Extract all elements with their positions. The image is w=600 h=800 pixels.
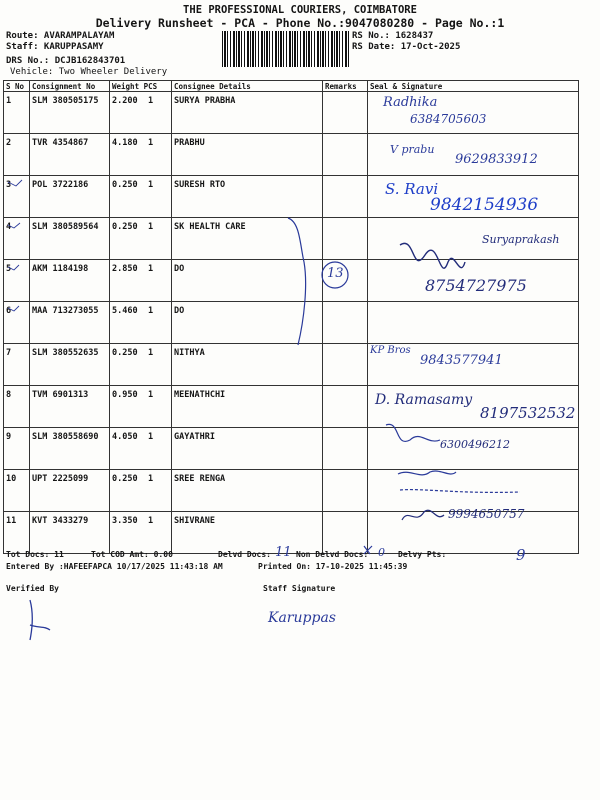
consignment-cell: POL 3722186 [30,176,110,218]
handwritten-name: Radhika [383,95,438,110]
company-name: THE PROFESSIONAL COURIERS, COIMBATORE [183,4,417,16]
handwritten-phone: 9994650757 [448,507,525,521]
consignee-cell: SREE RENGA [172,470,323,512]
column-header-seal: Seal & Signature [368,81,579,92]
pcs-value: 1 [148,96,154,106]
non-delivered-docs-label: Non Delvd Docs: [296,550,369,559]
tick-marks [8,180,22,311]
pcs-value: 1 [148,138,154,148]
pcs-value: 1 [148,306,154,316]
consignee-cell: GAYATHRI [172,428,323,470]
consignee-cell: SURESH RTO [172,176,323,218]
consignee-cell: SHIVRANE [172,512,323,554]
handwritten-phone: 8197532532 [480,404,576,422]
handwritten-phone: 8754727975 [425,276,527,295]
delivered-docs-label: Delvd Docs: [218,550,271,559]
handwritten-phone: 9842154936 [430,195,539,215]
consignment-cell: TVM 6901313 [30,386,110,428]
weight-value: 0.250 [112,348,138,358]
column-header-remarks: Remarks [323,81,368,92]
pcs-value: 1 [148,180,154,190]
consignment-cell: UPT 2225099 [30,470,110,512]
handwritten-remark: 13 [327,266,344,281]
pcs-value: 1 [148,390,154,400]
entered-by: Entered By :HAFEEFAPCA 10/17/2025 11:43:18 AM [6,562,223,571]
sno-cell: 10 [4,470,30,512]
verified-signature-stroke [30,600,50,640]
staff: Staff: KARUPPASAMY [6,42,104,52]
sno-cell: 7 [4,344,30,386]
pcs-value: 1 [148,348,154,358]
delivery-points-label: Delvy Pts: [398,550,447,559]
consignee-cell: PRABHU [172,134,323,176]
handwritten-delivered-count: 11 [275,545,292,560]
column-header-consignment: Consignment No [30,81,110,92]
handwritten-phone: 9629833912 [455,152,538,167]
signature-row10-stroke [398,471,456,475]
consignment-cell: SLM 380589564 [30,218,110,260]
handwritten-name: Suryaprakash [482,233,560,246]
consignee-cell: DO [172,302,323,344]
weight-value: 2.850 [112,264,138,274]
remark-bracket-stroke [288,218,306,345]
handwritten-name: KP Bros [370,345,411,356]
weight-value: 4.050 [112,432,138,442]
handwritten-phone: 6384705603 [410,112,487,126]
runsheet-title: Delivery Runsheet - PCA - Phone No.:9047080280 - Page No.:1 [95,16,505,30]
weight-value: 2.200 [112,96,138,106]
signature-row9-stroke [386,424,440,441]
signature-row4-stroke [400,243,465,268]
handwritten-non-delivered-count: 0 [378,546,385,559]
consignment-cell: AKM 1184198 [30,260,110,302]
handwritten-phone: 6300496212 [440,438,510,451]
handwritten-name: D. Ramasamy [375,392,473,408]
printed-on: Printed On: 17-10-2025 11:45:39 [258,562,408,571]
total-docs: Tot Docs: 11 [6,550,64,559]
sno-cell: 9 [4,428,30,470]
consignment-cell: KVT 3433279 [30,512,110,554]
pcs-value: 1 [148,516,154,526]
staff-signature-handwriting: Karuppas [268,610,336,626]
consignee-cell: DO [172,260,323,302]
total-cod: Tot COD Amt: 0.00 [91,550,173,559]
weight-value: 5.460 [112,306,138,316]
pcs-value: 1 [148,222,154,232]
weight-value: 0.950 [112,390,138,400]
consignment-cell: MAA 713273055 [30,302,110,344]
vehicle: Vehicle: Two Wheeler Delivery [10,67,168,77]
handwritten-delivery-points: 9 [516,546,526,564]
sno-cell: 3 [4,176,30,218]
weight-value: 3.350 [112,516,138,526]
column-header-weight-pcs: Weight PCS [110,81,172,92]
consignee-cell: SURYA PRABHA [172,92,323,134]
sno-cell: 1 [4,92,30,134]
consignee-cell: SK HEALTH CARE [172,218,323,260]
weight-value: 0.250 [112,222,138,232]
sno-cell: 6 [4,302,30,344]
remark-circle-stroke [322,262,348,288]
sno-cell: 5 [4,260,30,302]
consignee-cell: NITHYA [172,344,323,386]
weight-value: 4.180 [112,138,138,148]
consignment-cell: SLM 380552635 [30,344,110,386]
signature-row11-stroke [402,510,444,520]
route: Route: AVARAMPALAYAM [6,31,115,41]
pcs-value: 1 [148,264,154,274]
consignment-cell: SLM 380505175 [30,92,110,134]
column-header-sno: S No [4,81,30,92]
column-header-consignee: Consignee Details [172,81,323,92]
sno-cell: 11 [4,512,30,554]
staff-signature-label: Staff Signature [263,584,336,593]
handwritten-name: V prabu [390,143,435,156]
handwritten-phone: 9843577941 [420,353,503,368]
sno-cell: 8 [4,386,30,428]
consignment-cell: SLM 380558690 [30,428,110,470]
signature-row10-faint-stroke [400,490,520,493]
consignment-cell: TVR 4354867 [30,134,110,176]
verified-by-label: Verified By [6,584,59,593]
drs-number: DRS No.: DCJB162843701 [6,56,126,66]
rs-number: RS No.: 1628437 [352,31,434,41]
weight-value: 0.250 [112,474,138,484]
consignee-cell: MEENATHCHI [172,386,323,428]
sno-cell: 4 [4,218,30,260]
sno-cell: 2 [4,134,30,176]
rs-date: RS Date: 17-Oct-2025 [352,42,461,52]
handwritten-name: S. Ravi [385,180,439,198]
pcs-value: 1 [148,474,154,484]
pcs-value: 1 [148,432,154,442]
weight-value: 0.250 [112,180,138,190]
